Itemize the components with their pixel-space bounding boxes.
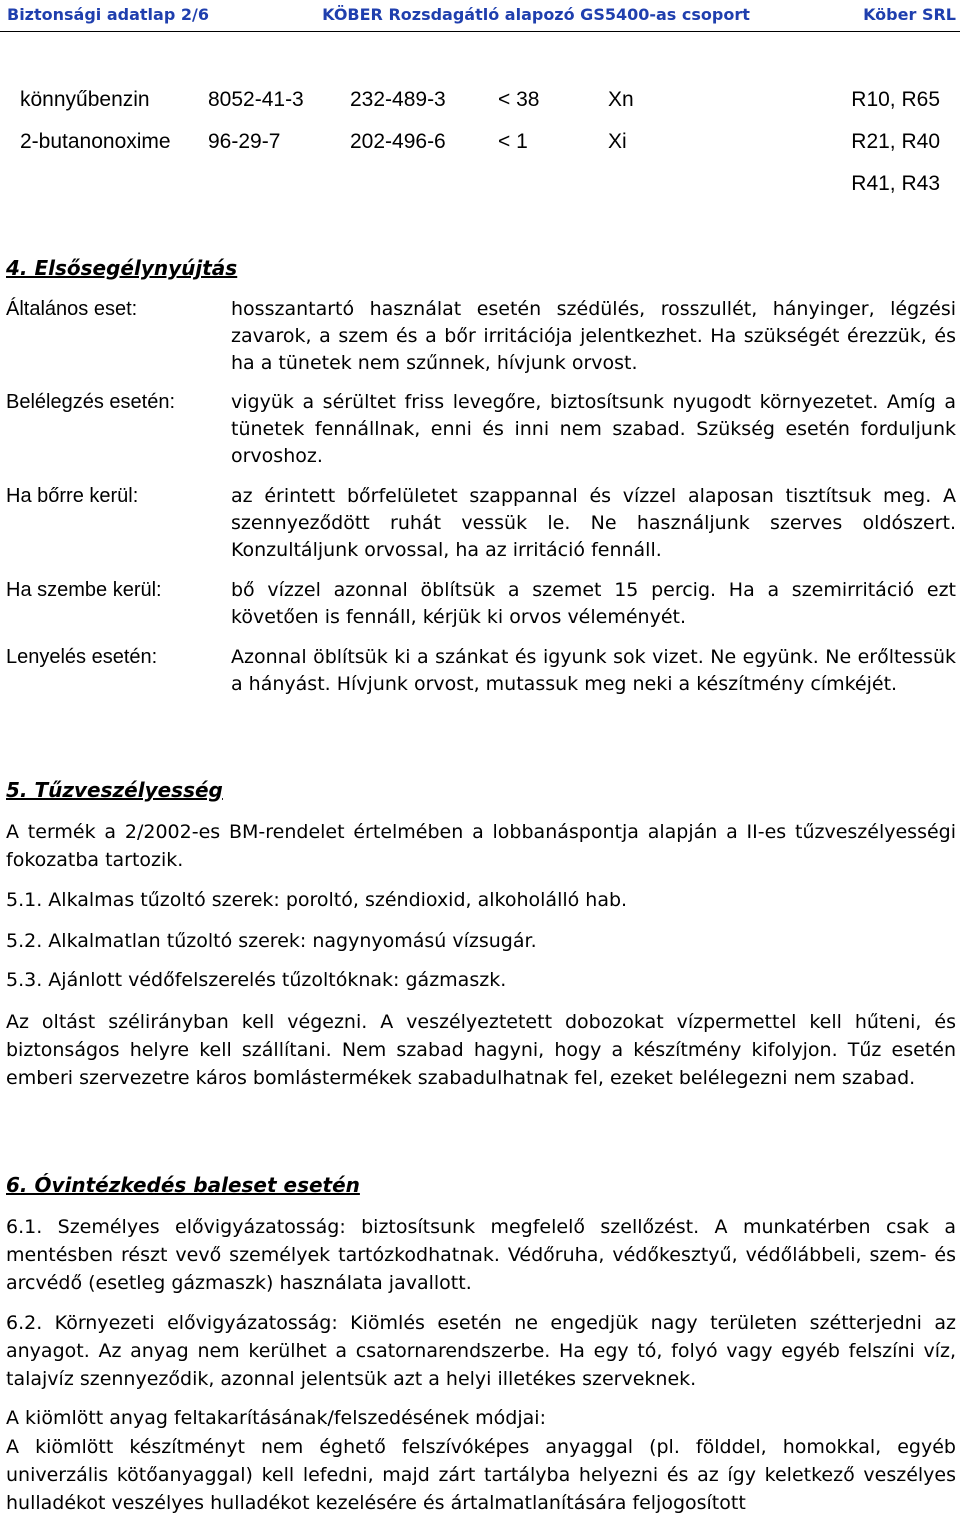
substance-name: könnyűbenzin	[20, 88, 150, 111]
hazard-symbol: Xi	[608, 130, 627, 153]
cleanup-methods: A kiömlött készítményt nem éghető felszívóképes anyaggal (pl. földdel, homokkal, egyéb univerzális kötőanyaggal) kell lefedni, majd zárt tartályba helyezni és az így keletkező veszélyes hulladékot veszélyes hulladékot kezelésére és ártalmatlanítására feljogosított	[6, 1436, 956, 1514]
firefighting-instructions: Az oltást szélirányban kell végezni. A veszélyeztetett dobozokat vízpermettel kell hűteni, és biztonságos helyre kell szállítani. Nem szabad hagyni, hogy a készítmény kifolyjon. Tűz esetén emberi szervezetre káros bomlástermékek szabadulhatnak fel, ezeket belélegezni nem szabad.	[6, 1011, 956, 1089]
first-aid-label: Ha szembe kerül:	[6, 579, 162, 601]
section-5-title: 5. Tűzveszélyesség	[6, 778, 223, 802]
list-item	[6, 644, 956, 698]
hazard-symbol: Xn	[608, 88, 634, 111]
table-row-continuation	[20, 172, 940, 214]
header-doc-title: Biztonsági adatlap 2/6	[7, 4, 209, 24]
firefighter-equipment: 5.3. Ajánlott védőfelszerelés tűzoltóknak: gázmaszk.	[6, 969, 507, 991]
first-aid-list	[6, 296, 956, 698]
r-phrases: R10, R65	[851, 88, 940, 111]
list-item	[6, 389, 956, 470]
section-6-title: 6. Óvintézkedés baleset esetén	[6, 1173, 360, 1197]
header-product: KÖBER Rozsdagátló alapozó GS5400-as csoport	[322, 4, 750, 24]
composition-table	[20, 88, 940, 214]
suitable-extinguishers: 5.1. Alkalmas tűzoltó szerek: poroltó, széndioxid, alkoholálló hab.	[6, 889, 628, 911]
concentration: < 38	[498, 88, 540, 111]
fire-class-paragraph: A termék a 2/2002-es BM-rendelet értelmében a lobbanáspontja alapján a II-es tűzveszélyességi fokozatba tartozik.	[6, 821, 956, 871]
ec-number: 232-489-3	[350, 88, 446, 111]
list-item	[6, 577, 956, 631]
first-aid-label: Ha bőrre kerül:	[6, 485, 139, 507]
list-item	[6, 483, 956, 564]
concentration: < 1	[498, 130, 528, 153]
page-header	[7, 3, 956, 25]
personal-precautions: 6.1. Személyes elővigyázatosság: biztosítsunk megfelelő szellőzést. A munkatérben csak a mentésben részt vevő személyek tartózkodhatnak. Védőruha, védőkesztyű, védőlábbeli, szem- és arcvédő (esetleg gázmaszk) használata javallott.	[6, 1216, 956, 1294]
first-aid-label: Általános eset:	[6, 298, 138, 320]
substance-name: 2-butanonoxime	[20, 130, 171, 153]
header-divider	[0, 31, 960, 32]
first-aid-label: Belélegzés esetén:	[6, 391, 176, 413]
first-aid-text: bő vízzel azonnal öblítsük a szemet 15 percig. Ha a szemirritáció ezt követően is fennáll, kérjük ki orvos véleményét.	[231, 579, 956, 628]
r-phrases: R21, R40	[851, 130, 940, 153]
first-aid-label: Lenyelés esetén:	[6, 646, 158, 668]
unsuitable-extinguishers: 5.2. Alkalmatlan tűzoltó szerek: nagynyomású vízsugár.	[6, 930, 537, 952]
table-row	[20, 130, 940, 172]
first-aid-text: hosszantartó használat esetén szédülés, rosszullét, hányinger, légzési zavarok, a szem és a bőr irritációja jelentkezhet. Ha szükségét érezzük, és ha a tünetek nem szűnnek, hívjunk orvost.	[231, 298, 956, 374]
first-aid-text: Azonnal öblítsük ki a szánkat és igyunk sok vizet. Ne együnk. Ne erőltessük a hányást. Hívjunk orvost, mutassuk meg neki a készítmény címkéjét.	[231, 646, 956, 695]
section-4-title: 4. Elsősegélynyújtás	[6, 256, 238, 280]
header-company: Köber SRL	[863, 4, 956, 24]
table-row	[20, 88, 940, 130]
ec-number: 202-496-6	[350, 130, 446, 153]
r-phrases-continued: R41, R43	[851, 172, 940, 195]
cas-number: 96-29-7	[208, 130, 281, 153]
list-item	[6, 296, 956, 377]
environmental-precautions: 6.2. Környezeti elővigyázatosság: Kiömlés esetén ne engedjük nagy területen szétterjedni az anyagot. Az anyag nem kerülhet a csatornarendszerbe. Ha egy tó, folyó vagy egyéb felszíni víz, talajvíz szennyeződik, azonnal jelentsük azt a helyi illetékes szerveknek.	[6, 1312, 956, 1390]
first-aid-text: az érintett bőrfelületet szappannal és vízzel alaposan tisztítsuk meg. A szennyeződött ruhát vessük le. Ne használjunk szerves oldószert. Konzultáljunk orvossal, ha az irritáció fennáll.	[231, 485, 956, 561]
cas-number: 8052-41-3	[208, 88, 304, 111]
first-aid-text: vigyük a sérültet friss levegőre, biztosítsunk nyugodt környezetet. Amíg a tünetek fennállnak, enni és inni nem szabad. Szükség esetén forduljunk orvoshoz.	[231, 391, 956, 467]
cleanup-heading: A kiömlött anyag feltakarításának/felszedésének módjai:	[6, 1407, 546, 1429]
